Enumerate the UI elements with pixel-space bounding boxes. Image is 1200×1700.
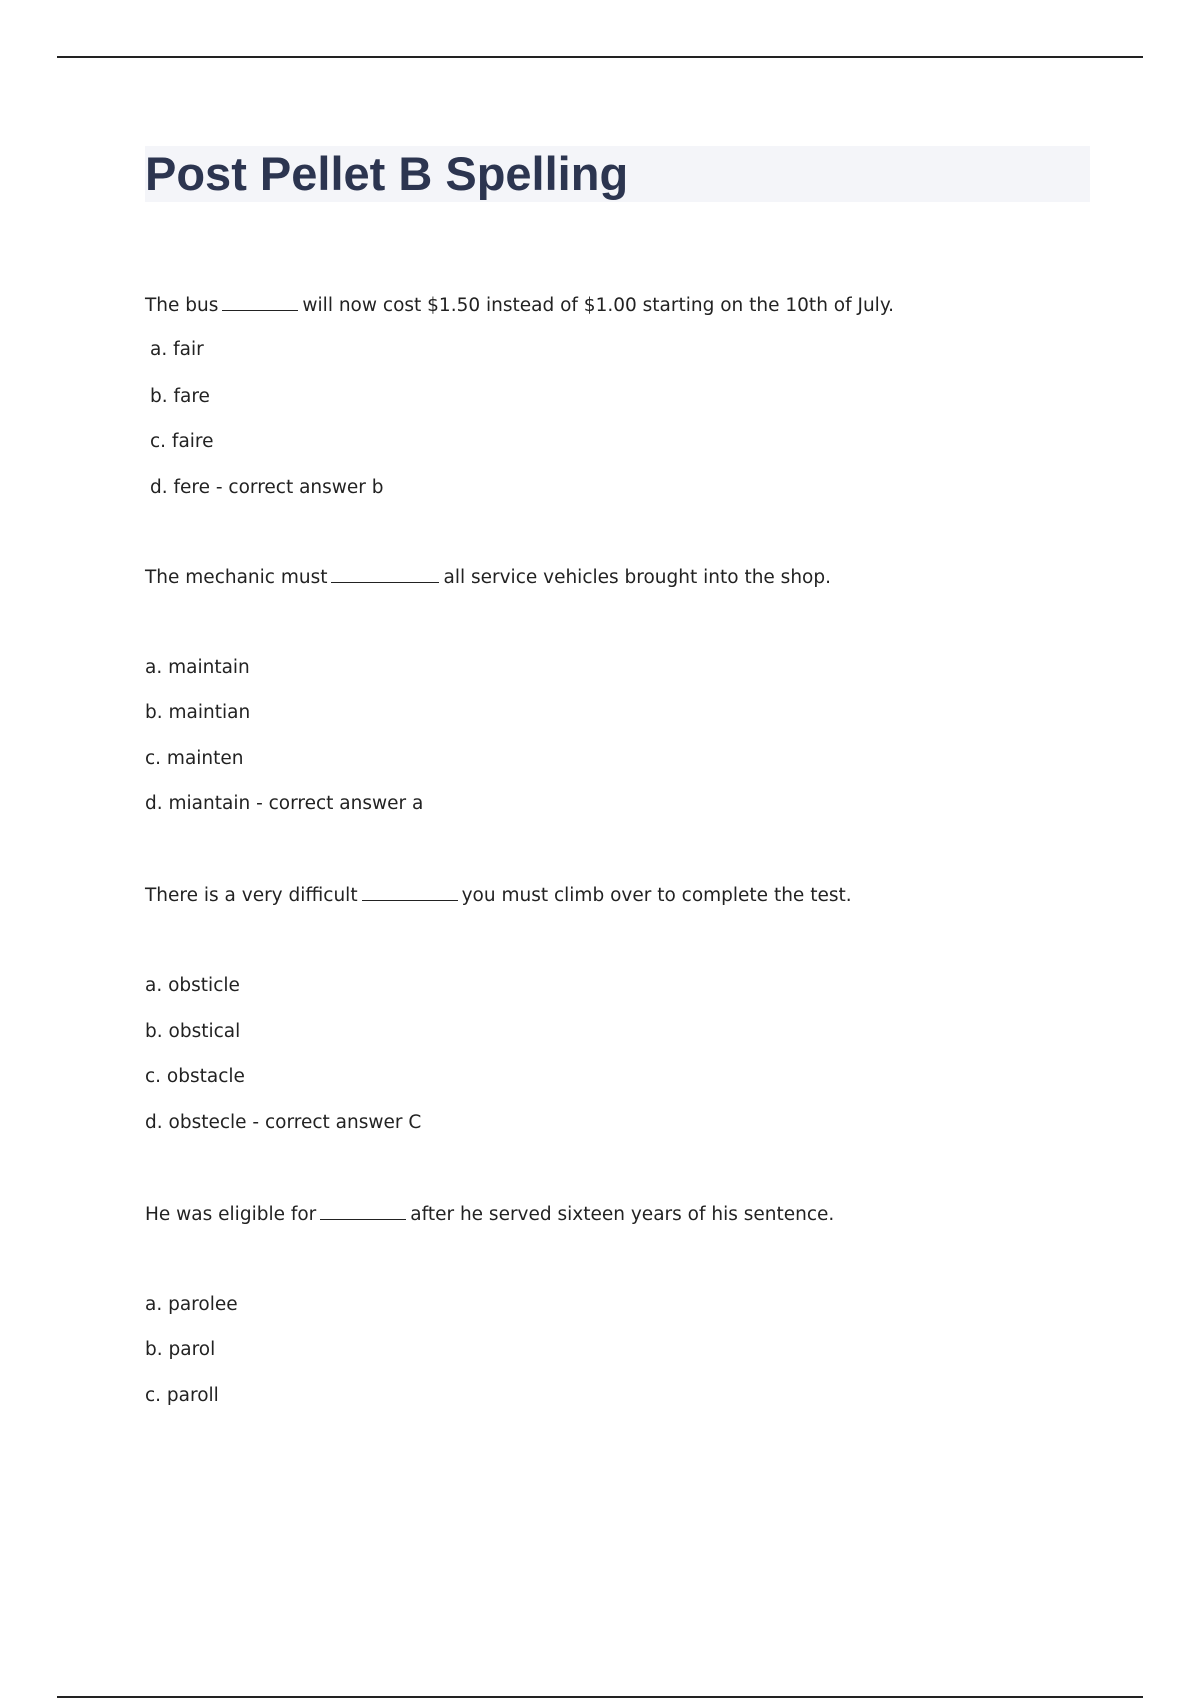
page-title: Post Pellet B Spelling <box>145 147 629 200</box>
question-2-option-c: c. mainten <box>145 748 244 769</box>
question-3-option-c: c. obstacle <box>145 1066 245 1087</box>
question-4-before: He was eligible for <box>145 1204 317 1225</box>
footer-rule <box>57 1696 1143 1698</box>
question-2-option-a: a. maintain <box>145 657 250 678</box>
question-3-option-b: b. obstical <box>145 1021 241 1042</box>
question-2-option-d: d. miantain - correct answer a <box>145 793 424 814</box>
question-1-after: will now cost $1.50 instead of $1.00 starting on the 10th of July. <box>302 295 895 316</box>
question-1 <box>145 293 894 318</box>
question-1-option-d: d. fere - correct answer b <box>150 477 384 498</box>
question-3-blank <box>362 883 458 901</box>
question-4-after: after he served sixteen years of his sentence. <box>410 1204 835 1225</box>
question-1-option-c: c. faire <box>150 431 214 452</box>
question-1-blank <box>222 293 298 311</box>
question-3 <box>145 883 852 908</box>
question-1-before: The bus <box>145 295 219 316</box>
question-3-option-d: d. obstecle - correct answer C <box>145 1112 422 1133</box>
question-2-option-b: b. maintian <box>145 702 251 723</box>
question-4-option-a: a. parolee <box>145 1294 238 1315</box>
question-2-blank <box>331 565 439 583</box>
question-2 <box>145 565 831 590</box>
question-3-before: There is a very difficult <box>145 885 358 906</box>
question-3-after: you must climb over to complete the test. <box>461 885 852 906</box>
question-4-option-b: b. parol <box>145 1339 216 1360</box>
question-1-option-b: b. fare <box>150 386 210 407</box>
question-2-after: all service vehicles brought into the shop. <box>443 567 831 588</box>
question-4-option-c: c. paroll <box>145 1385 219 1406</box>
question-3-option-a: a. obsticle <box>145 975 240 996</box>
question-1-option-a: a. fair <box>150 339 204 360</box>
question-4 <box>145 1202 834 1227</box>
question-2-before: The mechanic must <box>145 567 328 588</box>
question-4-blank <box>320 1202 406 1220</box>
header-rule <box>57 56 1143 58</box>
